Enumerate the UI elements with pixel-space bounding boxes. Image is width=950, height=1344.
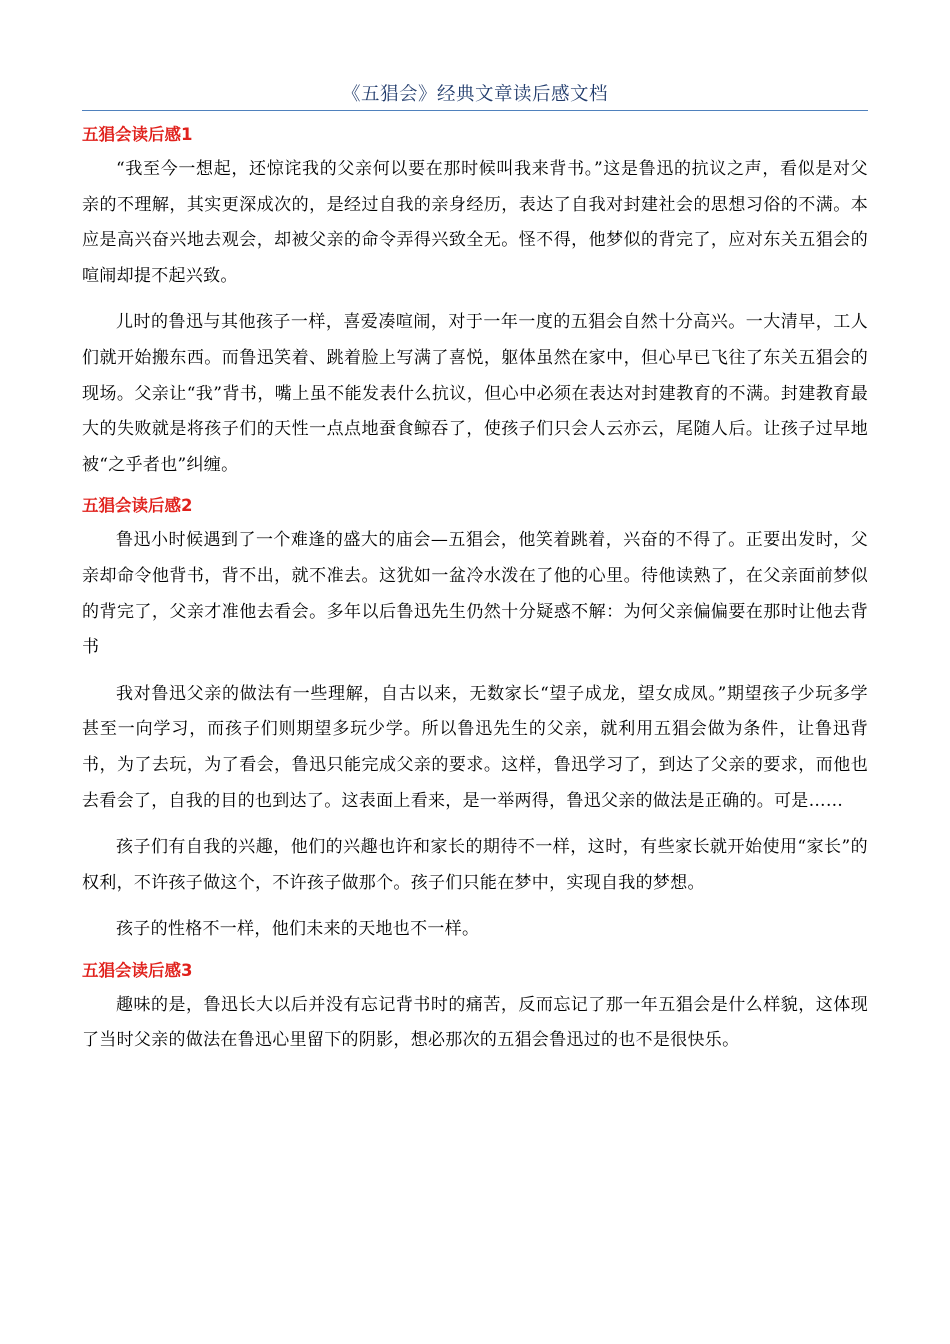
paragraph: 我对鲁迅父亲的做法有一些理解，自古以来，无数家长“望子成龙，望女成凤。”期望孩子少玩多学甚至一向学习，而孩子们则期望多玩少学。所以鲁迅先生的父亲，就利用五猖会做为条件，让鲁迅背书，为了去玩，为了看会，鲁迅只能完成父亲的要求。这样，鲁迅学习了，到达了父亲的要求，而他也去看会了，自我的目的也到达了。这表面上看来，是一举两得，鲁迅父亲的做法是正确的。可是……: [82, 683, 868, 811]
section-2: [82, 493, 868, 948]
paragraph: 趣味的是，鲁迅长大以后并没有忘记背书时的痛苦，反而忘记了那一年五猖会是什么样貌，这体现了当时父亲的做法在鲁迅心里留下的阴影，想必那次的五猖会鲁迅过的也不是很快乐。: [82, 994, 868, 1051]
section-heading: 五猖会读后感3: [82, 960, 193, 980]
paragraph: 孩子的性格不一样，他们未来的天地也不一样。: [116, 919, 480, 940]
paragraph: 孩子们有自我的兴趣，他们的兴趣也许和家长的期待不一样，这时，有些家长就开始使用“家长”的权利，不许孩子做这个，不许孩子做那个。孩子们只能在梦中，实现自我的梦想。: [82, 837, 868, 893]
page-header: [82, 82, 868, 111]
section-1: [82, 122, 868, 483]
section-heading: 五猖会读后感1: [82, 125, 193, 144]
section-3: [82, 958, 868, 1059]
page-title: 《五猖会》经典文章读后感文档: [341, 84, 608, 105]
section-heading: 五猖会读后感2: [82, 496, 193, 516]
document-body: [82, 122, 868, 1059]
paragraph: “我至今一想起，还惊诧我的父亲何以要在那时候叫我来背书。”这是鲁迅的抗议之声，看似是对父亲的不理解，其实更深成次的，是经过自我的亲身经历，表达了自我对封建社会的思想习俗的不满。本应是高兴奋兴地去观会，却被父亲的命令弄得兴致全无。怪不得，他梦似的背完了，应对东关五猖会的喧闹却提不起兴致。: [82, 159, 868, 286]
paragraph: 儿时的鲁迅与其他孩子一样，喜爱凑喧闹，对于一年一度的五猖会自然十分高兴。一大清早，工人们就开始搬东西。而鲁迅笑着、跳着脸上写满了喜悦，躯体虽然在家中，但心早已飞往了东关五猖会的现场。父亲让“我”背书，嘴上虽不能发表什么抗议，但心中必须在表达对封建教育的不满。封建教育最大的失败就是将孩子们的天性一点点地蚕食鲸吞了，使孩子们只会人云亦云，尾随人后。让孩子过早地被“之乎者也”纠缠。: [82, 312, 868, 475]
paragraph: 鲁迅小时候遇到了一个难逢的盛大的庙会—五猖会，他笑着跳着，兴奋的不得了。正要出发时，父亲却命令他背书，背不出，就不准去。这犹如一盆冷水泼在了他的心里。待他读熟了，在父亲面前梦似的背完了，父亲才准他去看会。多年以后鲁迅先生仍然十分疑惑不解：为何父亲偏偏要在那时让他去背书: [82, 530, 868, 658]
